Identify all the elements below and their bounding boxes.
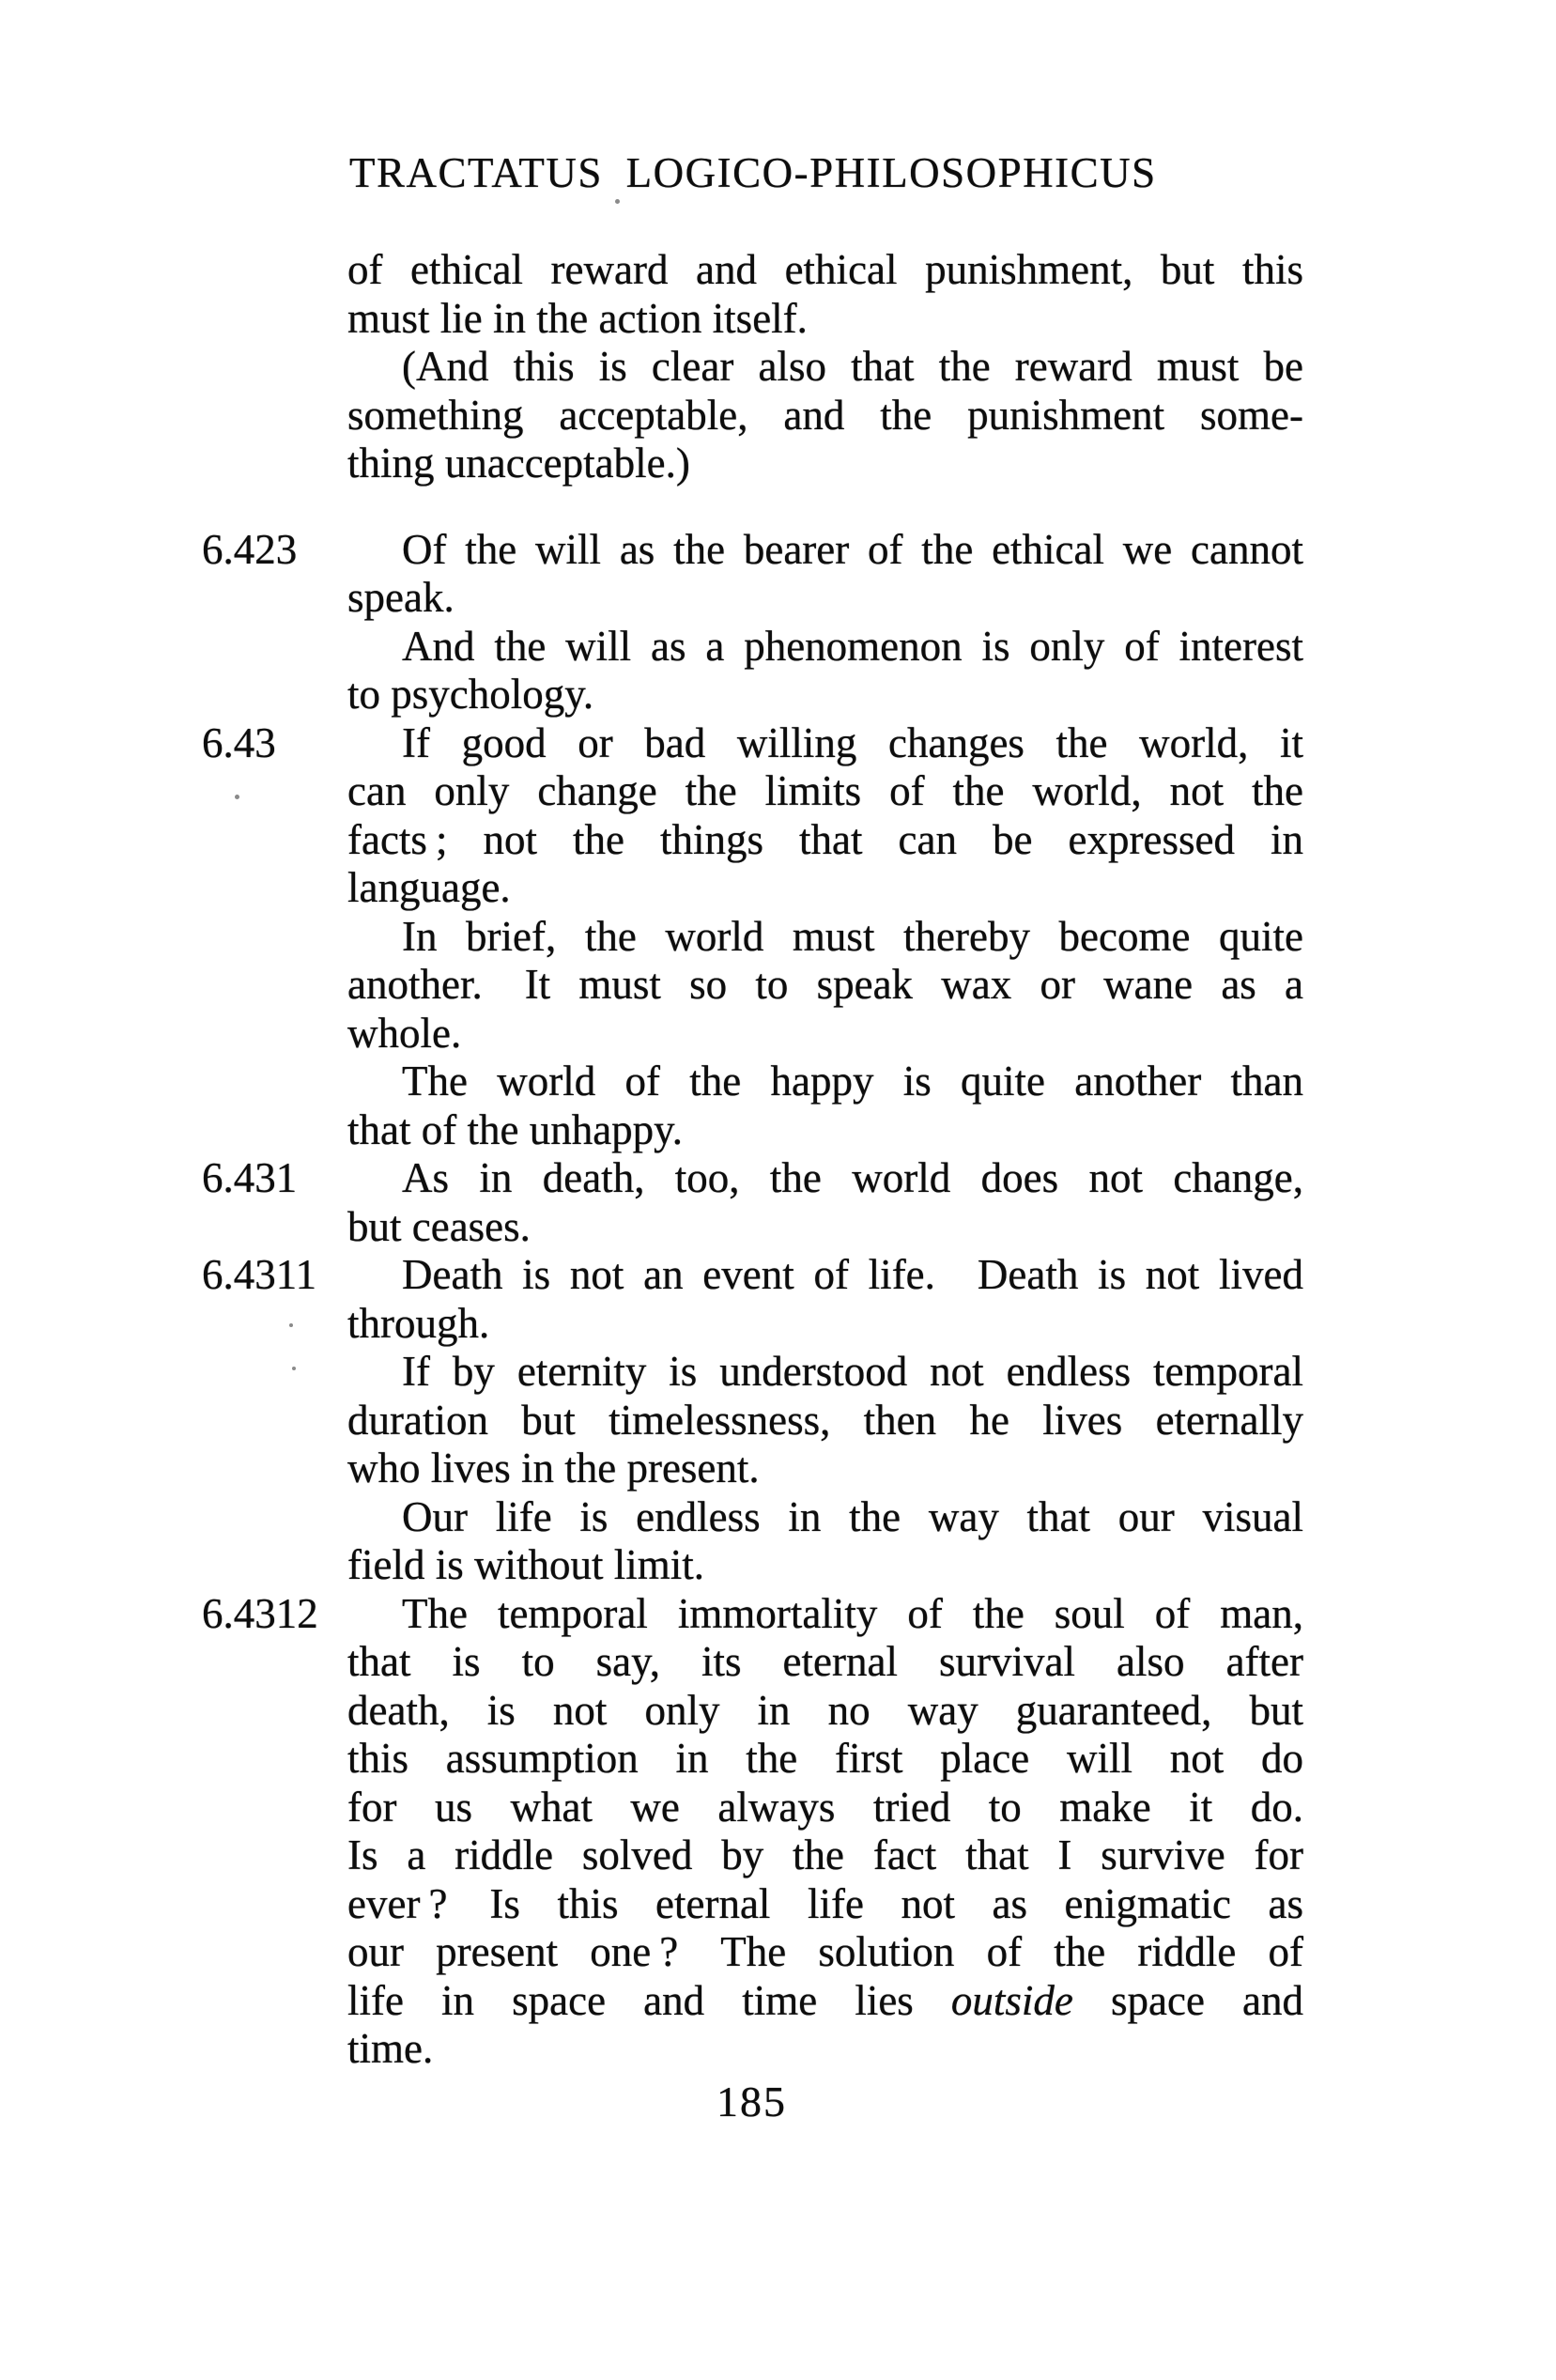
text-line: life in space and time lies outside space and [347, 1976, 1303, 2024]
section-number: 6.423 [202, 525, 298, 573]
section-number: 6.4312 [202, 1589, 318, 1637]
text-line: The world of the happy is quite another than [402, 1058, 1303, 1105]
text-line: something acceptable, and the punishment some- [347, 391, 1303, 439]
text-line: but ceases. [347, 1202, 531, 1250]
text-line: The temporal immortality of the soul of man, [402, 1589, 1303, 1637]
section-block [202, 1251, 1303, 1590]
text-line: who lives in the present. [347, 1445, 760, 1491]
section-block [202, 719, 1303, 1155]
text-line: thing unacceptable.) [347, 440, 690, 487]
section-gap [347, 488, 1303, 526]
text-line: to psychology. [347, 671, 594, 718]
text-line: our present one ? The solution of the riddle of [347, 1928, 1303, 1975]
text-line: (And this is clear also that the reward must be [402, 343, 1303, 390]
text-line: whole. [347, 1009, 462, 1057]
text-line: As in death, too, the world does not change, [402, 1154, 1303, 1201]
text-line: language. [347, 864, 511, 911]
text-line: duration but timelessness, then he lives eternally [347, 1396, 1303, 1444]
ink-speck [289, 1323, 293, 1327]
text-line: that of the unhappy. [347, 1105, 683, 1153]
text-line: of ethical reward and ethical punishment, but this [347, 246, 1303, 293]
section-block [202, 525, 1303, 719]
text-line: time. [347, 2025, 434, 2072]
section-block [202, 1154, 1303, 1251]
ink-speck [235, 795, 239, 799]
section-number: 6.431 [202, 1154, 298, 1201]
text-line: speak. [347, 574, 454, 621]
text-line: If by eternity is understood not endless temporal [402, 1348, 1303, 1395]
text-line: If good or bad willing changes the world, it [402, 719, 1303, 766]
section-block [202, 1589, 1303, 2074]
text-line: ever ? Is this eternal life not as enigmatic as [347, 1879, 1303, 1927]
ink-speck [615, 199, 620, 204]
text-line: another. It must so to speak wax or wane as a [347, 961, 1303, 1008]
section-block [347, 246, 1303, 488]
section-number: 6.43 [202, 719, 276, 766]
text-line: Of the will as the bearer of the ethical we cannot [402, 525, 1303, 573]
text-line: And the will as a phenomenon is only of interest [402, 622, 1303, 670]
text-line: for us what we always tried to make it do. [347, 1783, 1303, 1831]
text-line: Our life is endless in the way that our visual [402, 1492, 1303, 1540]
section-number: 6.4311 [202, 1251, 317, 1298]
text-line: Death is not an event of life. Death is not lived [402, 1251, 1303, 1298]
text-column [202, 246, 1303, 2074]
text-line: Is a riddle solved by the fact that I survive for [347, 1831, 1303, 1878]
running-title: TRACTATUS LOGICO-PHILOSOPHICUS [349, 149, 1157, 196]
italic-word: outside [950, 1976, 1073, 2024]
text-line: field is without limit. [347, 1541, 704, 1588]
text-line: death, is not only in no way guaranteed, but [347, 1686, 1303, 1734]
text-line: must lie in the action itself. [347, 294, 808, 342]
text-line: can only change the limits of the world, not the [347, 767, 1303, 814]
text-line: facts ; not the things that can be expressed in [347, 815, 1303, 863]
text-line: In brief, the world must thereby become quite [402, 912, 1303, 960]
page-number: 185 [716, 2078, 787, 2125]
text-line: that is to say, its eternal survival also after [347, 1638, 1303, 1685]
ink-speck [292, 1367, 296, 1370]
text-line: through. [347, 1299, 490, 1347]
text-line: this assumption in the first place will not do [347, 1735, 1303, 1782]
